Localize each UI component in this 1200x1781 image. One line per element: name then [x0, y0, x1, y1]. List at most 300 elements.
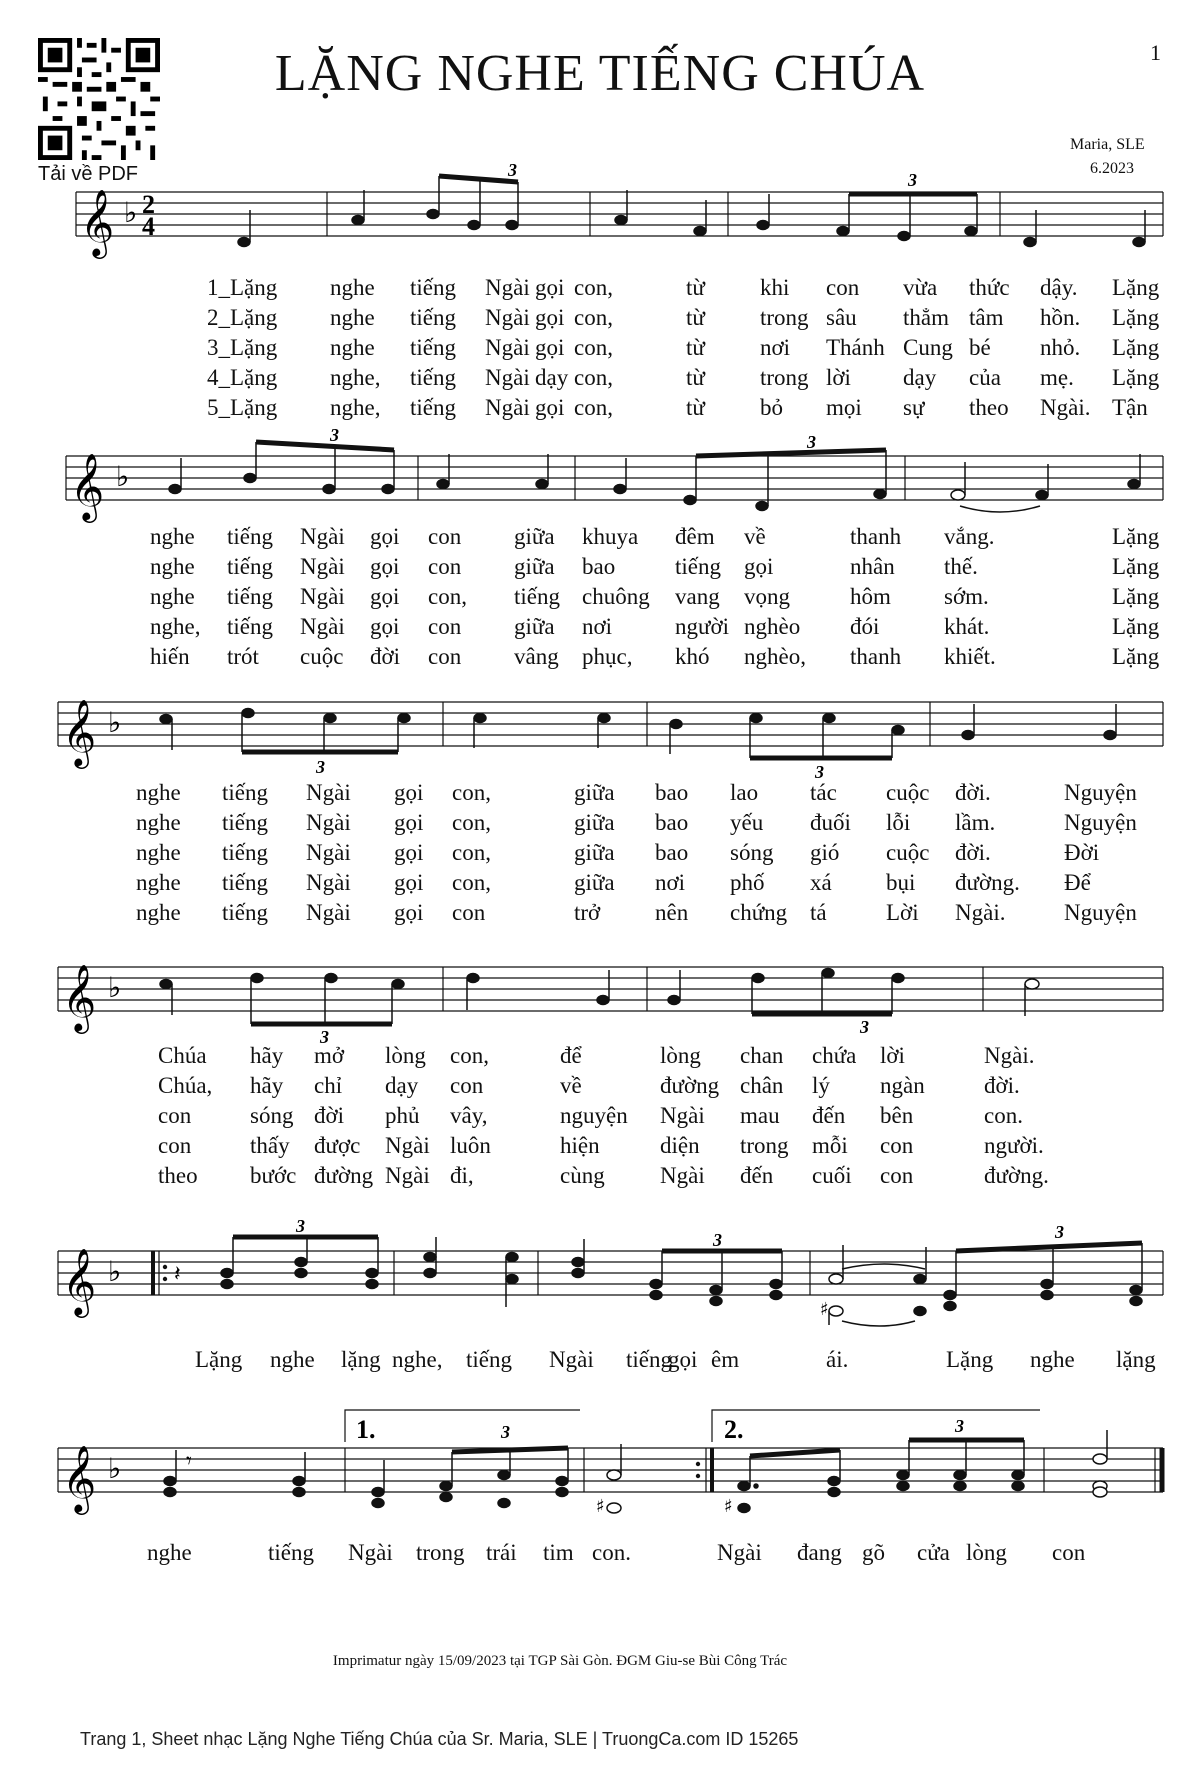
lyric-syllable: Ngài — [306, 810, 351, 835]
lyric-syllable: tiếng — [222, 900, 268, 925]
lyric-syllable: Ngài — [306, 840, 351, 865]
lyric-syllable: Ngài — [300, 614, 345, 639]
lyric-syllable: nghe — [136, 840, 181, 865]
treble-clef: 𝄞 — [62, 1444, 97, 1512]
lyric-syllable: đời. — [955, 780, 991, 805]
lyric-syllable: nghe — [136, 870, 181, 895]
lyric-syllable: Ngài. — [955, 900, 1006, 925]
lyric-syllable: bao — [582, 554, 616, 579]
lyric-syllable: yếu — [730, 810, 764, 835]
lyric-syllable: nghe — [330, 275, 375, 300]
lyric-syllable: con, — [574, 365, 613, 390]
composer: Maria, SLE — [1070, 136, 1145, 153]
lyric-syllable: dạy — [385, 1073, 419, 1098]
lyric-syllable: gọi — [535, 275, 565, 300]
lyric-syllable: con — [452, 900, 486, 925]
flat-key-signature: ♭ — [124, 196, 138, 229]
lyric-syllable: Lặng — [1112, 335, 1160, 360]
lyric-syllable: nghe — [1030, 1347, 1075, 1372]
download-pdf-link[interactable]: Tải về PDF — [38, 163, 139, 185]
lyric-syllable: hãy — [250, 1043, 284, 1068]
svg-text:3: 3 — [320, 1027, 329, 1047]
lyric-syllable: gọi — [668, 1347, 698, 1372]
lyric-syllable: Lặng — [1112, 305, 1160, 330]
lyric-syllable: tiếng — [227, 614, 273, 639]
lyric-syllable: Tận — [1112, 395, 1148, 420]
flat-key-signature: ♭ — [108, 706, 122, 739]
lyric-syllable: gọi — [535, 395, 565, 420]
lyric-syllable: con — [450, 1073, 484, 1098]
lyric-syllable: nên — [655, 900, 689, 925]
svg-text:3: 3 — [815, 762, 824, 782]
lyric-syllable: trong — [740, 1133, 789, 1158]
lyric-syllable: phủ — [385, 1103, 420, 1128]
lyric-syllable: con, — [574, 395, 613, 420]
lyric-syllable: nghe, — [330, 365, 381, 390]
staff-system-3 — [0, 672, 1200, 792]
lyrics-system-2 — [0, 524, 1200, 674]
lyric-syllable: mở — [314, 1043, 345, 1068]
lyric-syllable: nhỏ. — [1040, 335, 1081, 360]
lyric-syllable: gọi — [394, 900, 424, 925]
lyric-syllable: lý — [812, 1073, 830, 1098]
lyric-syllable: tiếng — [410, 395, 456, 420]
lyric-syllable: cùng — [560, 1163, 605, 1188]
lyric-syllable: Lặng — [1112, 644, 1160, 669]
song-title: LẶNG NGHE TIẾNG CHÚA — [274, 45, 926, 102]
lyric-syllable: tiếng — [222, 780, 268, 805]
lyric-syllable: nghe — [150, 524, 195, 549]
lyric-syllable: Ngài — [485, 275, 530, 300]
lyric-syllable: gõ — [862, 1540, 885, 1565]
treble-clef: 𝄞 — [62, 963, 97, 1031]
lyric-syllable: Ngài — [660, 1103, 705, 1128]
lyric-syllable: bé — [969, 335, 991, 360]
lyric-syllable: cuộc — [300, 644, 344, 669]
lyric-syllable: giữa — [574, 780, 615, 805]
lyric-syllable: Để — [1064, 870, 1091, 895]
lyric-syllable: giữa — [514, 554, 555, 579]
lyric-syllable: cuộc — [886, 840, 930, 865]
lyric-syllable: thanh — [850, 524, 902, 549]
lyric-syllable: hôm — [850, 584, 891, 609]
lyric-syllable: của — [969, 365, 1001, 390]
lyric-syllable: tiếng — [227, 524, 273, 549]
lyric-syllable: tiếng — [268, 1540, 314, 1565]
lyric-syllable: trong — [760, 365, 809, 390]
lyric-syllable: gọi — [394, 840, 424, 865]
lyric-syllable: Ngài — [348, 1540, 393, 1565]
lyric-syllable: Lặng — [1112, 524, 1160, 549]
lyric-syllable: vắng. — [944, 524, 995, 549]
lyric-syllable: ngàn — [880, 1073, 925, 1098]
lyric-syllable: sâu — [826, 305, 857, 330]
lyric-syllable: gọi — [535, 305, 565, 330]
lyric-syllable: tiếng — [222, 840, 268, 865]
lyric-syllable: khi — [760, 275, 790, 300]
lyric-syllable: nguyện — [560, 1103, 628, 1128]
lyric-syllable: tá — [810, 900, 827, 925]
lyric-syllable: nghe, — [150, 614, 201, 639]
lyric-syllable: gió — [810, 840, 840, 865]
lyric-syllable: đời — [370, 644, 401, 669]
lyric-syllable: tiếng — [410, 305, 456, 330]
staff-system-5 — [0, 1215, 1200, 1345]
lyric-syllable: nơi — [582, 614, 613, 639]
treble-clef: 𝄞 — [62, 1247, 97, 1315]
lyric-syllable: trái — [486, 1540, 517, 1565]
lyric-syllable: vâng — [514, 644, 559, 669]
lyric-syllable: con, — [452, 840, 491, 865]
lyrics-system-4 — [0, 1043, 1200, 1208]
lyric-syllable: lầm. — [955, 810, 996, 835]
lyric-syllable: giữa — [574, 870, 615, 895]
composition-date: 6.2023 — [1090, 160, 1134, 177]
lyric-syllable: chứa — [812, 1043, 857, 1068]
lyric-syllable: Lặng — [1112, 554, 1160, 579]
lyric-syllable: giữa — [514, 614, 555, 639]
lyric-syllable: con, — [452, 810, 491, 835]
lyric-syllable: tiếng — [227, 554, 273, 579]
lyric-syllable: con. — [592, 1540, 631, 1565]
lyric-syllable: 1_Lặng — [207, 275, 278, 300]
treble-clef: 𝄞 — [70, 452, 105, 520]
volta-2: 2. — [724, 1415, 744, 1444]
lyric-syllable: Ngài — [485, 365, 530, 390]
lyric-syllable: đời. — [984, 1073, 1020, 1098]
lyric-syllable: sớm. — [944, 584, 989, 609]
lyric-syllable: khó — [675, 644, 710, 669]
lyric-syllable: bao — [655, 840, 689, 865]
time-signature-top: 2 — [142, 190, 155, 219]
time-signature-bottom: 4 — [142, 212, 155, 241]
lyric-syllable: Ngài — [485, 305, 530, 330]
lyric-syllable: con — [1052, 1540, 1086, 1565]
lyric-syllable: để — [560, 1043, 582, 1068]
lyric-syllable: con — [880, 1133, 914, 1158]
lyric-syllable: Nguyện — [1064, 780, 1137, 805]
lyric-syllable: gọi — [535, 335, 565, 360]
lyric-syllable: con, — [574, 335, 613, 360]
lyric-syllable: mỗi — [812, 1133, 848, 1158]
lyric-syllable: tiếng — [410, 365, 456, 390]
lyric-syllable: vang — [675, 584, 720, 609]
lyric-syllable: được — [314, 1133, 361, 1158]
lyric-syllable: con. — [984, 1103, 1023, 1128]
lyric-syllable: Ngài — [717, 1540, 762, 1565]
lyric-syllable: nghe — [150, 554, 195, 579]
lyric-syllable: Ngài — [385, 1133, 430, 1158]
flat-key-signature: ♭ — [108, 971, 122, 1004]
lyric-syllable: Ngài — [485, 335, 530, 360]
lyric-syllable: lao — [730, 780, 759, 805]
lyric-syllable: đời. — [955, 840, 991, 865]
lyric-syllable: Ngài — [300, 524, 345, 549]
lyric-syllable: Ngài — [300, 584, 345, 609]
lyric-syllable: Ngài. — [984, 1043, 1035, 1068]
lyric-syllable: nghèo, — [744, 644, 806, 669]
lyric-syllable: ái. — [826, 1347, 849, 1372]
lyric-syllable: nghe — [330, 335, 375, 360]
lyric-syllable: đường. — [955, 870, 1020, 895]
lyric-syllable: 3_Lặng — [207, 335, 278, 360]
lyric-syllable: con — [880, 1163, 914, 1188]
lyric-syllable: theo — [969, 395, 1009, 420]
lyric-syllable: tiếng — [410, 275, 456, 300]
lyric-syllable: sự — [903, 395, 925, 420]
lyric-syllable: nghe, — [330, 395, 381, 420]
lyric-syllable: từ — [686, 275, 705, 300]
lyric-syllable: hồn. — [1040, 305, 1081, 330]
imprimatur-note: Imprimatur ngày 15/09/2023 tại TGP Sài Gòn. ĐGM Giu-se Bùi Công Trác — [332, 1653, 788, 1669]
lyric-syllable: tiếng — [626, 1347, 672, 1372]
lyric-syllable: đường — [660, 1073, 720, 1098]
lyric-syllable: Ngài — [306, 870, 351, 895]
lyric-syllable: Lặng — [946, 1347, 994, 1372]
lyric-syllable: phố — [730, 870, 765, 895]
lyric-syllable: chỉ — [314, 1073, 343, 1098]
lyric-syllable: Thánh — [826, 335, 885, 360]
lyric-syllable: giữa — [574, 810, 615, 835]
lyric-syllable: Ngài — [549, 1347, 594, 1372]
lyric-syllable: lặng — [341, 1347, 381, 1372]
lyric-syllable: diện — [660, 1133, 700, 1158]
lyric-syllable: Ngài. — [1040, 395, 1091, 420]
lyric-syllable: theo — [158, 1163, 198, 1188]
lyric-syllable: thấy — [250, 1133, 290, 1158]
svg-text:3: 3 — [508, 160, 517, 180]
lyric-syllable: con — [428, 524, 462, 549]
lyric-syllable: Cung — [903, 335, 953, 360]
lyric-syllable: đói — [850, 614, 880, 639]
lyric-syllable: đường. — [984, 1163, 1049, 1188]
lyric-syllable: nghèo — [744, 614, 801, 639]
lyric-syllable: bước — [250, 1163, 297, 1188]
lyric-syllable: con — [158, 1133, 192, 1158]
svg-text:♯: ♯ — [596, 1496, 605, 1517]
lyric-syllable: đang — [797, 1540, 842, 1565]
lyric-syllable: 4_Lặng — [207, 365, 278, 390]
lyric-syllable: Lặng — [1112, 614, 1160, 639]
lyric-syllable: giữa — [514, 524, 555, 549]
lyric-syllable: lỗi — [886, 810, 911, 835]
lyric-syllable: tâm — [969, 305, 1004, 330]
svg-text:3: 3 — [713, 1230, 722, 1250]
lyric-syllable: đi, — [450, 1163, 474, 1188]
lyric-syllable: Ngài — [385, 1163, 430, 1188]
lyric-syllable: trở — [574, 900, 601, 925]
lyric-syllable: giữa — [574, 840, 615, 865]
lyric-syllable: con — [428, 644, 462, 669]
lyric-syllable: tiếng — [675, 554, 721, 579]
lyric-syllable: đời — [314, 1103, 345, 1128]
lyric-syllable: dạy — [535, 365, 569, 390]
lyric-syllable: từ — [686, 395, 705, 420]
lyric-syllable: con — [158, 1103, 192, 1128]
svg-text:3: 3 — [908, 170, 917, 190]
lyric-syllable: Ngài — [485, 395, 530, 420]
lyric-syllable: chứng — [730, 900, 788, 925]
svg-text:3: 3 — [955, 1416, 964, 1436]
lyric-syllable: từ — [686, 305, 705, 330]
lyric-syllable: nghe — [136, 810, 181, 835]
svg-text:3: 3 — [330, 425, 339, 445]
staff-system-2 — [0, 420, 1200, 540]
lyric-syllable: bao — [655, 780, 689, 805]
staff-system-1 — [0, 150, 1200, 260]
lyric-syllable: nghe — [270, 1347, 315, 1372]
lyric-syllable: gọi — [370, 554, 400, 579]
svg-text:𝄾: 𝄾 — [186, 1449, 192, 1474]
lyric-syllable: người — [675, 614, 730, 639]
lyric-syllable: sóng — [730, 840, 774, 865]
lyric-syllable: gọi — [370, 524, 400, 549]
lyric-syllable: luôn — [450, 1133, 491, 1158]
lyrics-system-1 — [0, 275, 1200, 425]
lyric-syllable: Ngài — [300, 554, 345, 579]
lyric-syllable: con — [428, 614, 462, 639]
lyric-syllable: 5_Lặng — [207, 395, 278, 420]
lyric-syllable: nhân — [850, 554, 895, 579]
lyric-syllable: nghe — [136, 900, 181, 925]
lyric-syllable: gọi — [394, 870, 424, 895]
lyric-syllable: hãy — [250, 1073, 284, 1098]
lyric-syllable: tiếng — [514, 584, 560, 609]
lyric-syllable: cuối — [812, 1163, 852, 1188]
lyric-syllable: tiếng — [222, 870, 268, 895]
lyric-syllable: con — [428, 554, 462, 579]
svg-text:3: 3 — [1055, 1222, 1064, 1242]
lyric-syllable: vọng — [744, 584, 790, 609]
lyric-syllable: bên — [880, 1103, 914, 1128]
svg-text:3: 3 — [501, 1422, 510, 1442]
lyric-syllable: sóng — [250, 1103, 294, 1128]
lyric-syllable: chuông — [582, 584, 650, 609]
lyric-syllable: người. — [984, 1133, 1044, 1158]
lyric-syllable: lòng — [966, 1540, 1007, 1565]
lyric-syllable: nơi — [655, 870, 686, 895]
svg-text:𝄽: 𝄽 — [174, 1262, 181, 1287]
lyrics-system-5 — [0, 1347, 1200, 1387]
lyric-syllable: đường — [314, 1163, 374, 1188]
lyric-syllable: con — [826, 275, 860, 300]
lyric-syllable: dạy — [903, 365, 937, 390]
lyric-syllable: thẳm — [903, 305, 949, 330]
lyric-syllable: con, — [428, 584, 467, 609]
lyric-syllable: mau — [740, 1103, 780, 1128]
lyric-syllable: Lặng — [1112, 275, 1160, 300]
lyric-syllable: tiếng — [227, 584, 273, 609]
lyric-syllable: Ngài — [660, 1163, 705, 1188]
lyric-syllable: Lặng — [1112, 365, 1160, 390]
svg-text:♯: ♯ — [820, 1299, 829, 1320]
svg-text:3: 3 — [807, 432, 816, 452]
lyric-syllable: hiến — [150, 644, 190, 669]
lyric-syllable: trót — [227, 644, 259, 669]
lyric-syllable: phục, — [582, 644, 633, 669]
lyric-syllable: nghe — [147, 1540, 192, 1565]
lyric-syllable: lời — [826, 365, 851, 390]
lyric-syllable: từ — [686, 365, 705, 390]
lyric-syllable: êm — [711, 1347, 740, 1372]
lyrics-system-3 — [0, 780, 1200, 940]
lyric-syllable: nghe, — [392, 1347, 443, 1372]
lyric-syllable: thanh — [850, 644, 902, 669]
lyrics-system-6 — [0, 1540, 1200, 1580]
lyric-syllable: đến — [740, 1163, 774, 1188]
lyric-syllable: trong — [416, 1540, 465, 1565]
lyric-syllable: tiếng — [222, 810, 268, 835]
lyric-syllable: bỏ — [760, 395, 783, 420]
page-footer: Trang 1, Sheet nhạc Lặng Nghe Tiếng Chúa của Sr. Maria, SLE | TruongCa.com ID 15265 — [80, 1729, 799, 1749]
lyric-syllable: nghe — [330, 305, 375, 330]
lyric-syllable: con, — [452, 870, 491, 895]
lyric-syllable: con, — [452, 780, 491, 805]
flat-key-signature: ♭ — [108, 1255, 122, 1288]
lyric-syllable: khuya — [582, 524, 639, 549]
volta-1: 1. — [356, 1415, 376, 1444]
lyric-syllable: nghe — [150, 584, 195, 609]
lyric-syllable: cuộc — [886, 780, 930, 805]
lyric-syllable: nghe — [136, 780, 181, 805]
lyric-syllable: khiết. — [944, 644, 996, 669]
treble-clef: 𝄞 — [62, 698, 97, 766]
lyric-syllable: gọi — [744, 554, 774, 579]
lyric-syllable: mọi — [826, 395, 862, 420]
lyric-syllable: Ngài — [306, 780, 351, 805]
lyric-syllable: thức — [969, 275, 1010, 300]
lyric-syllable: con, — [450, 1043, 489, 1068]
lyric-syllable: nơi — [760, 335, 791, 360]
lyric-syllable: tim — [543, 1540, 574, 1565]
lyric-syllable: đến — [812, 1103, 846, 1128]
lyric-syllable: đuối — [810, 810, 851, 835]
lyric-syllable: về — [560, 1073, 582, 1098]
lyric-syllable: Chúa, — [158, 1073, 213, 1098]
lyric-syllable: chân — [740, 1073, 784, 1098]
lyric-syllable: Đời — [1064, 840, 1100, 865]
lyric-syllable: tiếng — [410, 335, 456, 360]
lyric-syllable: 2_Lặng — [207, 305, 278, 330]
lyric-syllable: vừa — [903, 275, 938, 300]
lyric-syllable: mẹ. — [1040, 365, 1074, 390]
flat-key-signature: ♭ — [116, 460, 130, 493]
treble-clef: 𝄞 — [80, 188, 115, 256]
lyric-syllable: thế. — [944, 554, 978, 579]
staff-system-6 — [0, 1400, 1200, 1540]
lyric-syllable: gọi — [370, 584, 400, 609]
page-number: 1 — [1150, 40, 1161, 65]
lyric-syllable: trong — [760, 305, 809, 330]
flat-key-signature: ♭ — [108, 1452, 122, 1485]
lyric-syllable: tác — [810, 780, 837, 805]
lyric-syllable: dậy. — [1040, 275, 1078, 300]
lyric-syllable: Lời — [886, 900, 919, 925]
lyric-syllable: lòng — [660, 1043, 701, 1068]
lyric-syllable: lặng — [1116, 1347, 1156, 1372]
lyric-syllable: con, — [574, 305, 613, 330]
lyric-syllable: gọi — [394, 810, 424, 835]
lyric-syllable: tiếng — [466, 1347, 512, 1372]
svg-text:3: 3 — [860, 1017, 869, 1037]
lyric-syllable: đêm — [675, 524, 715, 549]
lyric-syllable: xá — [810, 870, 832, 895]
lyric-syllable: Nguyện — [1064, 900, 1137, 925]
svg-text:♯: ♯ — [724, 1496, 733, 1517]
svg-text:3: 3 — [316, 757, 325, 777]
lyric-syllable: cửa — [917, 1540, 950, 1565]
lyric-syllable: hiện — [560, 1133, 600, 1158]
